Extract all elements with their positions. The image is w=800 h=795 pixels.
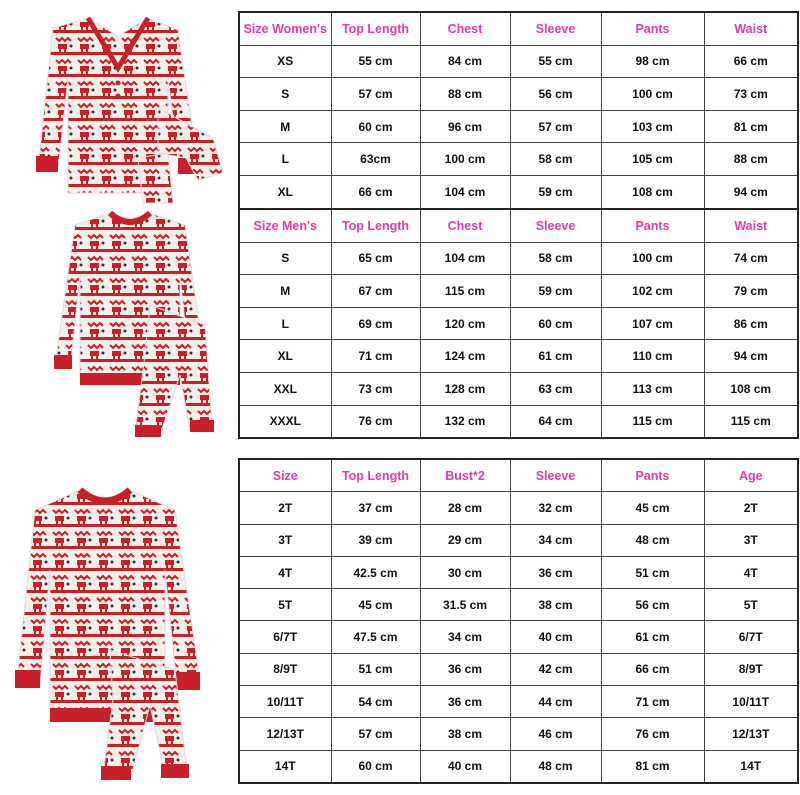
men-size-table	[238, 208, 799, 439]
table-cell: 31.5 cm	[420, 589, 510, 621]
table-cell: 110 cm	[601, 340, 704, 373]
table-cell: L	[239, 307, 331, 340]
table-cell: 45 cm	[601, 492, 704, 524]
table-row	[239, 45, 798, 78]
column-header: Pants	[601, 209, 704, 242]
column-header: Pants	[601, 12, 704, 45]
table-cell: XL	[239, 175, 331, 208]
column-header: Waist	[704, 209, 798, 242]
table-cell: M	[239, 110, 331, 143]
table-cell: 59 cm	[510, 275, 601, 308]
table-cell: 63 cm	[510, 372, 601, 405]
table-cell: 6/7T	[704, 621, 798, 653]
table-cell: 86 cm	[704, 307, 798, 340]
table-cell: 103 cm	[601, 110, 704, 143]
table-row	[239, 175, 798, 208]
men-table-body	[239, 209, 798, 438]
table-row	[239, 621, 798, 653]
column-header: Top Length	[331, 459, 420, 492]
table-row	[239, 110, 798, 143]
table-cell: 36 cm	[420, 653, 510, 685]
table-cell: 57 cm	[331, 78, 420, 111]
women-size-table	[238, 11, 799, 210]
table-cell: 66 cm	[601, 653, 704, 685]
table-row	[239, 556, 798, 588]
table-cell: 63cm	[331, 143, 420, 176]
table-cell: 48 cm	[510, 750, 601, 783]
table-cell: 73 cm	[331, 372, 420, 405]
table-cell: 108 cm	[704, 372, 798, 405]
table-cell: 38 cm	[420, 718, 510, 750]
table-cell: 42.5 cm	[331, 556, 420, 588]
table-cell: L	[239, 143, 331, 176]
table-cell: 47.5 cm	[331, 621, 420, 653]
column-header: Pants	[601, 459, 704, 492]
table-row	[239, 653, 798, 685]
table-cell: 64 cm	[510, 405, 601, 438]
table-cell: 60 cm	[331, 750, 420, 783]
table-cell: 42 cm	[510, 653, 601, 685]
table-cell: 100 cm	[420, 143, 510, 176]
table-cell: 76 cm	[331, 405, 420, 438]
table-cell: 60 cm	[331, 110, 420, 143]
table-cell: 10/11T	[239, 686, 331, 718]
table-cell: 44 cm	[510, 686, 601, 718]
table-cell: 94 cm	[704, 175, 798, 208]
table-cell: S	[239, 78, 331, 111]
table-cell: 40 cm	[420, 750, 510, 783]
table-header-row	[239, 12, 798, 45]
table-row	[239, 524, 798, 556]
kids-pajama-image	[5, 480, 230, 790]
table-cell: 58 cm	[510, 143, 601, 176]
table-cell: S	[239, 242, 331, 275]
table-cell: 2T	[704, 492, 798, 524]
table-row	[239, 307, 798, 340]
table-cell: 36 cm	[420, 686, 510, 718]
table-cell: 60 cm	[510, 307, 601, 340]
table-cell: 48 cm	[601, 524, 704, 556]
table-cell: 79 cm	[704, 275, 798, 308]
table-cell: 132 cm	[420, 405, 510, 438]
women-pajama-image	[8, 8, 228, 208]
table-cell: 3T	[704, 524, 798, 556]
table-cell: 51 cm	[331, 653, 420, 685]
table-cell: 14T	[239, 750, 331, 783]
table-cell: 5T	[239, 589, 331, 621]
column-header: Size	[239, 459, 331, 492]
table-cell: 54 cm	[331, 686, 420, 718]
table-cell: 105 cm	[601, 143, 704, 176]
table-cell: 107 cm	[601, 307, 704, 340]
table-cell: XXL	[239, 372, 331, 405]
table-cell: 66 cm	[704, 45, 798, 78]
men-pajama-image	[40, 205, 220, 440]
table-row	[239, 492, 798, 524]
table-cell: 69 cm	[331, 307, 420, 340]
kids-size-table	[238, 458, 799, 784]
table-cell: 94 cm	[704, 340, 798, 373]
table-cell: XXXL	[239, 405, 331, 438]
table-cell: 14T	[704, 750, 798, 783]
table-cell: 81 cm	[601, 750, 704, 783]
table-cell: M	[239, 275, 331, 308]
table-cell: 8/9T	[704, 653, 798, 685]
table-cell: 104 cm	[420, 175, 510, 208]
table-cell: 115 cm	[601, 405, 704, 438]
table-cell: 6/7T	[239, 621, 331, 653]
table-row	[239, 340, 798, 373]
table-cell: 4T	[704, 556, 798, 588]
table-cell: 40 cm	[510, 621, 601, 653]
table-cell: 71 cm	[601, 686, 704, 718]
column-header: Chest	[420, 12, 510, 45]
table-cell: 57 cm	[510, 110, 601, 143]
table-cell: 58 cm	[510, 242, 601, 275]
table-cell: 76 cm	[601, 718, 704, 750]
column-header: Age	[704, 459, 798, 492]
column-header: Waist	[704, 12, 798, 45]
table-row	[239, 275, 798, 308]
table-row	[239, 718, 798, 750]
table-cell: 34 cm	[420, 621, 510, 653]
table-row	[239, 78, 798, 111]
table-cell: 67 cm	[331, 275, 420, 308]
column-header: Top Length	[331, 209, 420, 242]
table-cell: 96 cm	[420, 110, 510, 143]
table-cell: 71 cm	[331, 340, 420, 373]
table-cell: 32 cm	[510, 492, 601, 524]
table-cell: 65 cm	[331, 242, 420, 275]
table-cell: 84 cm	[420, 45, 510, 78]
table-cell: 3T	[239, 524, 331, 556]
table-cell: 61 cm	[510, 340, 601, 373]
table-cell: 55 cm	[510, 45, 601, 78]
column-header: Size Men's	[239, 209, 331, 242]
column-header: Sleeve	[510, 12, 601, 45]
table-header-row	[239, 209, 798, 242]
table-cell: 115 cm	[704, 405, 798, 438]
table-cell: 29 cm	[420, 524, 510, 556]
column-header: Chest	[420, 209, 510, 242]
table-cell: 124 cm	[420, 340, 510, 373]
table-cell: 12/13T	[704, 718, 798, 750]
table-cell: 81 cm	[704, 110, 798, 143]
table-cell: XS	[239, 45, 331, 78]
table-cell: 51 cm	[601, 556, 704, 588]
kids-table-body	[239, 459, 798, 783]
table-cell: 45 cm	[331, 589, 420, 621]
table-cell: 37 cm	[331, 492, 420, 524]
table-cell: 115 cm	[420, 275, 510, 308]
table-cell: 100 cm	[601, 78, 704, 111]
table-cell: 100 cm	[601, 242, 704, 275]
table-cell: 120 cm	[420, 307, 510, 340]
table-cell: 39 cm	[331, 524, 420, 556]
table-cell: 88 cm	[420, 78, 510, 111]
table-cell: 98 cm	[601, 45, 704, 78]
table-row	[239, 589, 798, 621]
table-cell: 5T	[704, 589, 798, 621]
table-cell: 113 cm	[601, 372, 704, 405]
table-cell: 73 cm	[704, 78, 798, 111]
column-header: Sleeve	[510, 209, 601, 242]
table-cell: 34 cm	[510, 524, 601, 556]
table-cell: 56 cm	[510, 78, 601, 111]
table-cell: 46 cm	[510, 718, 601, 750]
table-row	[239, 372, 798, 405]
table-cell: 102 cm	[601, 275, 704, 308]
table-row	[239, 750, 798, 783]
table-cell: 28 cm	[420, 492, 510, 524]
table-cell: 88 cm	[704, 143, 798, 176]
table-row	[239, 686, 798, 718]
table-cell: 104 cm	[420, 242, 510, 275]
table-cell: 59 cm	[510, 175, 601, 208]
column-header: Top Length	[331, 12, 420, 45]
column-header: Sleeve	[510, 459, 601, 492]
table-cell: 38 cm	[510, 589, 601, 621]
table-cell: 61 cm	[601, 621, 704, 653]
table-row	[239, 242, 798, 275]
table-row	[239, 405, 798, 438]
women-table-body	[239, 12, 798, 209]
table-cell: 108 cm	[601, 175, 704, 208]
table-cell: 128 cm	[420, 372, 510, 405]
table-cell: 36 cm	[510, 556, 601, 588]
column-header: Size Women's	[239, 12, 331, 45]
table-cell: 66 cm	[331, 175, 420, 208]
table-cell: 2T	[239, 492, 331, 524]
table-cell: XL	[239, 340, 331, 373]
table-cell: 74 cm	[704, 242, 798, 275]
table-cell: 30 cm	[420, 556, 510, 588]
table-cell: 12/13T	[239, 718, 331, 750]
table-cell: 56 cm	[601, 589, 704, 621]
table-cell: 4T	[239, 556, 331, 588]
table-cell: 8/9T	[239, 653, 331, 685]
table-row	[239, 143, 798, 176]
table-cell: 55 cm	[331, 45, 420, 78]
table-header-row	[239, 459, 798, 492]
column-header: Bust*2	[420, 459, 510, 492]
table-cell: 10/11T	[704, 686, 798, 718]
table-cell: 57 cm	[331, 718, 420, 750]
